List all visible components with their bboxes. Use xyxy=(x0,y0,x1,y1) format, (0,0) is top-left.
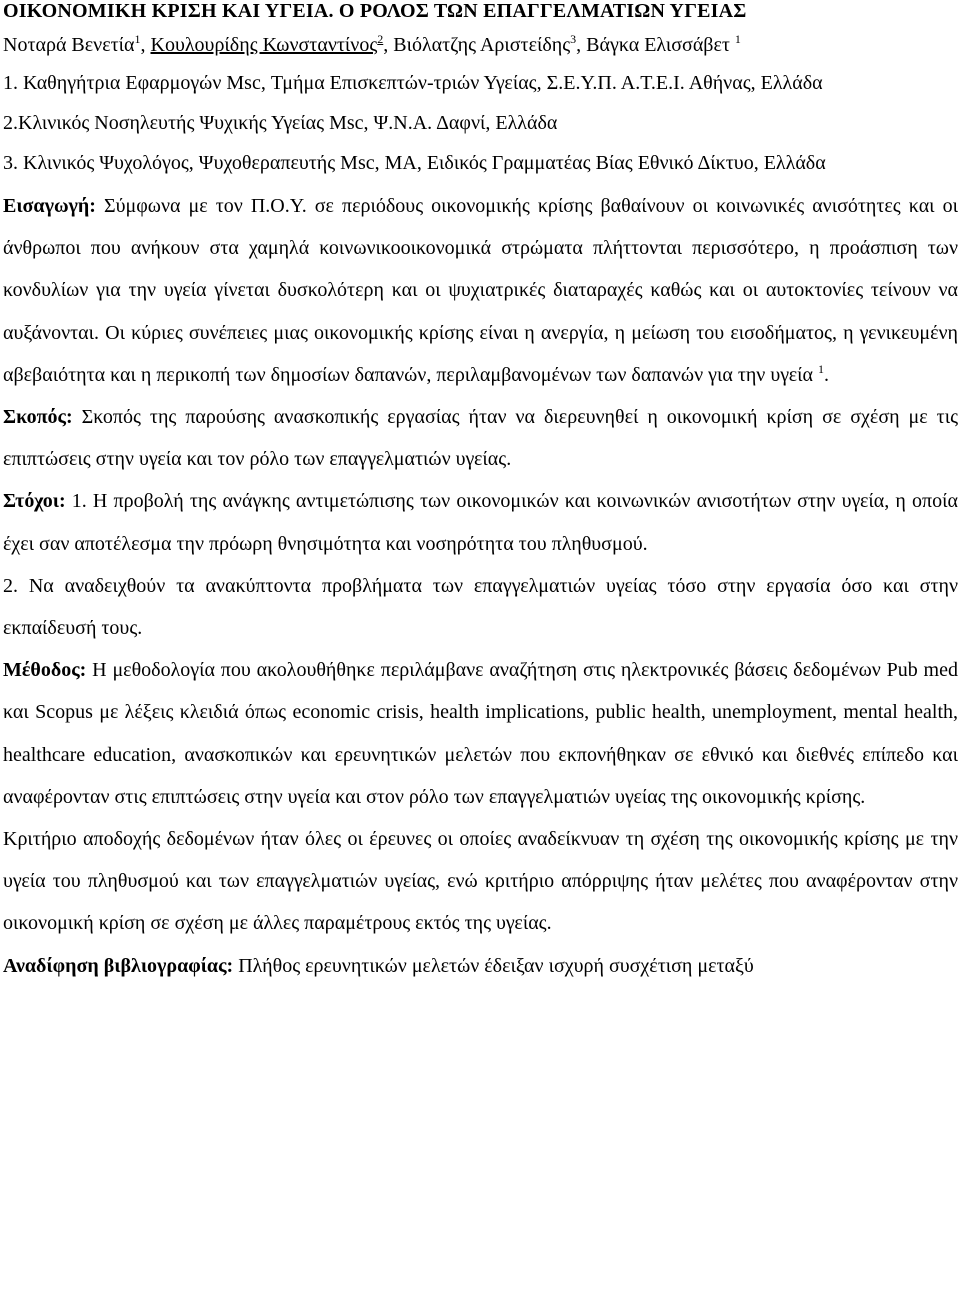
citation-marker: 1 xyxy=(818,361,825,376)
goal-1-text: 1. Η προβολή της ανάγκης αντιμετώπισης των οικονομικών και κοινωνικών ανισοτήτων στην υγεία, η οποία έχει σαν αποτέλεσμα την πρόωρη θνησιμότητα και νοσηρότητα του πληθυσμού. xyxy=(3,490,958,555)
affiliation-1: 1. Καθηγήτρια Εφαρμογών Msc, Τμήμα Επισκεπτών-τριών Υγείας, Σ.Ε.Υ.Π. Α.Τ.Ε.Ι. Αθήνας, Ελλάδα xyxy=(3,72,823,94)
aim-paragraph xyxy=(3,396,958,480)
aim-label: Σκοπός: xyxy=(3,406,73,429)
author-name: Νοταρά Βενετία xyxy=(3,34,135,56)
paper-title: ΟΙΚΟΝΟΜΙΚΗ ΚΡΙΣΗ ΚΑΙ ΥΓΕΙΑ. Ο ΡΟΛΟΣ ΤΩΝ ΕΠΑΓΓΕΛΜΑΤΙΩΝ ΥΓΕΙΑΣ xyxy=(3,0,747,22)
literature-review-paragraph xyxy=(3,945,958,987)
document-page xyxy=(3,0,958,987)
introduction-paragraph xyxy=(3,185,958,396)
author-name: Βιόλατζης Αριστείδης xyxy=(393,34,571,56)
author-name: Κουλουρίδης Κωνσταντίνος xyxy=(150,34,378,56)
author-name: Βάγκα Ελισσάβετ xyxy=(586,34,730,56)
author-affiliation-marker: 1 xyxy=(134,32,141,46)
method-paragraph xyxy=(3,649,958,818)
method-label: Μέθοδος: xyxy=(3,659,87,682)
introduction-text: Σύμφωνα με τον Π.Ο.Υ. σε περιόδους οικονομικής κρίσης βαθαίνουν οι κοινωνικές ανισότητες και οι άνθρωποι που ανήκουν στα χαμηλά κοινωνικοοικονομικά στρώματα πλήττονται περισσότερο, η προάσπιση των κονδυλίων για την υγεία γίνεται δυσκολότερη και οι ψυχιατρικές διαταραχές καθώς και οι αυτοκτονίες τείνουν να αυξάνονται. Οι κύριες συνέπειες μιας οικονομικής κρίσης είναι η ανεργία, η μείωση του εισοδήματος, η γενικευμένη αβεβαιότητα και η περικοπή των δημοσίων δαπανών, περιλαμβανομένων των δαπανών για την υγεία xyxy=(3,195,958,386)
author-separator: , xyxy=(383,34,389,56)
goals-label: Στόχοι: xyxy=(3,490,66,513)
author-affiliation-marker: 3 xyxy=(570,32,577,46)
criteria-paragraph: Κριτήριο αποδοχής δεδομένων ήταν όλες οι έρευνες οι οποίες αναδείκνυαν τη σχέση της οικονομικής κρίσης με την υγεία του πληθυσμού και των επαγγελματιών υγείας, ενώ κριτήριο απόρριψης ήταν μελέτες που αναφέρονταν στην οικονομική κρίση σε σχέση με άλλες παραμέτρους εκτός της υγείας. xyxy=(3,828,958,935)
author-list: Νοταρά Βενετία$^1$, Κουλουρίδης Κωνσταντίνος$^2$, Βιόλατζης Αριστείδης$^3$, Βάγκα Ελισσάβετ $^1$ xyxy=(3,32,741,56)
literature-review-text: Πλήθος ερευνητικών μελετών έδειξαν ισχυρή συσχέτιση μεταξύ xyxy=(233,954,754,977)
affiliation-3: 3. Κλινικός Ψυχολόγος, Ψυχοθεραπευτής Msc, MA, Ειδικός Γραμματέας Βίας Εθνικό Δίκτυο, Ελλάδα xyxy=(3,152,826,174)
introduction-label: Εισαγωγή: xyxy=(3,195,96,217)
author-affiliation-marker: 2 xyxy=(377,32,384,46)
method-text: Η μεθοδολογία που ακολουθήθηκε περιλάμβανε αναζήτηση στις ηλεκτρονικές βάσεις δεδομένων Pub med και Scopus με λέξεις κλειδιά όπως economic crisis, health implications, public health, unemployment, mental health, healthcare education, ανασκοπικών και ερευνητικών μελετών που εκπονήθηκαν σε εθνικό και διεθνές επίπεδο και αναφέρονταν στις επιπτώσεις στην υγεία και στον ρόλο των επαγγελματιών υγείας της οικονομικής κρίσης. xyxy=(3,659,958,808)
author-affiliation-marker: 1 xyxy=(734,32,741,46)
goals-paragraph xyxy=(3,480,958,564)
aim-text: Σκοπός της παρούσης ανασκοπικής εργασίας ήταν να διερευνηθεί η οικονομική κρίση σε σχέση με τις επιπτώσεις στην υγεία και τον ρόλο των επαγγελματιών υγείας. xyxy=(3,406,958,471)
literature-review-label: Αναδίφηση βιβλιογραφίας: xyxy=(3,954,234,977)
affiliation-2: 2.Κλινικός Νοσηλευτής Ψυχικής Υγείας Msc, Ψ.Ν.Α. Δαφνί, Ελλάδα xyxy=(3,112,558,134)
introduction-end: . xyxy=(824,363,830,386)
goal-2-paragraph: 2. Να αναδειχθούν τα ανακύπτοντα προβλήματα των επαγγελματιών υγείας τόσο στην εργασία όσο και στην εκπαίδευσή τους. xyxy=(3,574,958,640)
